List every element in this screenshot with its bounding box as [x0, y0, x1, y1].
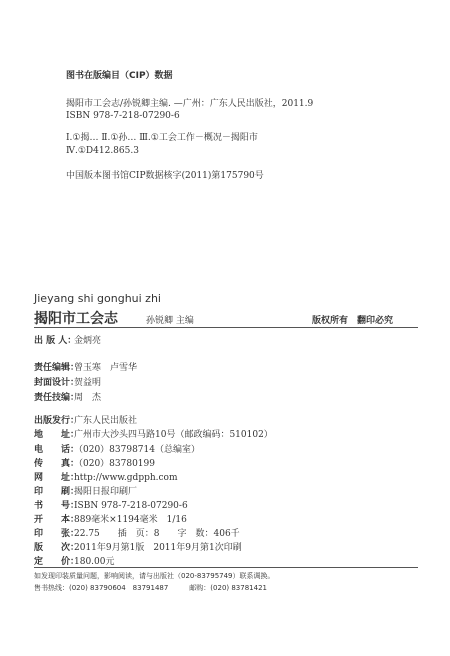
book-editor: 孙锐卿 主编 — [146, 316, 194, 326]
credit-value: 贺益明 — [74, 378, 102, 388]
pub-row — [34, 413, 137, 426]
pub-row — [34, 540, 242, 553]
credit-row — [34, 390, 101, 403]
cip-line-4: Ⅳ.①D412.865.3 — [66, 146, 139, 156]
pub-label: 开 本： — [34, 515, 80, 525]
pub-label: 版 次： — [34, 543, 80, 553]
credit-label: 责任技编： — [34, 393, 80, 403]
pub-row — [34, 470, 178, 483]
pub-label: 定 价： — [34, 557, 80, 567]
book-rights: 版权所有 翻印必究 — [312, 316, 394, 326]
pub-label: 网 址： — [34, 473, 80, 483]
pub-value: 2011年9月第1版 2011年9月第1次印刷 — [74, 543, 242, 553]
pub-value: （020）83798714（总编室） — [74, 445, 200, 455]
pub-label: 印 刷： — [34, 487, 80, 497]
pub-value: （020）83780199 — [74, 459, 155, 469]
book-title: 揭阳市工会志 — [34, 311, 118, 327]
credit-value: 曾玉寒 卢雪华 — [74, 363, 138, 373]
pub-label: 印 张： — [34, 529, 80, 539]
cip-line-2: ISBN 978-7-218-07290-6 — [66, 111, 180, 121]
pub-value: 揭阳日报印刷厂 — [74, 487, 138, 497]
sales-hotline: 售书热线：(020) 83790604 83791487 邮购：(020) 83781421 — [34, 584, 267, 592]
cip-line-3: Ⅰ.①揭… Ⅱ.①孙… Ⅲ.①工会工作－概况－揭阳市 — [66, 133, 258, 143]
book-pinyin: Jieyang shi gonghui zhi — [34, 292, 161, 305]
pub-value: 180.00元 — [74, 557, 115, 567]
pub-label: 出版发行： — [34, 416, 80, 426]
pub-value: http://www.gdpph.com — [74, 473, 178, 483]
cip-header: 图书在版编目（CIP）数据 — [66, 71, 173, 81]
quality-notice: 如发现印装质量问题，影响阅读，请与出版社（020-83795749）联系调换。 — [34, 572, 275, 580]
credit-row — [34, 375, 101, 388]
pub-row — [34, 498, 188, 511]
footer-divider — [34, 567, 418, 568]
credit-row — [34, 333, 101, 346]
pub-label: 书 号： — [34, 501, 80, 511]
cip-core-data: 中国版本图书馆CIP数据核字(2011)第175790号 — [66, 171, 264, 181]
title-divider — [34, 327, 418, 328]
pub-value: ISBN 978-7-218-07290-6 — [74, 501, 188, 511]
pub-row — [34, 554, 115, 567]
pub-label: 地 址： — [34, 430, 80, 440]
pub-row — [34, 427, 273, 440]
pub-row — [34, 456, 155, 469]
pub-value: 889毫米×1194毫米 1/16 — [74, 515, 187, 525]
pub-value: 广东人民出版社 — [74, 416, 138, 426]
credit-label: 责任编辑： — [34, 363, 80, 373]
cip-line-1: 揭阳市工会志/孙锐卿主编. —广州：广东人民出版社，2011.9 — [66, 99, 314, 109]
pub-row — [34, 526, 240, 539]
pub-row — [34, 512, 187, 525]
pub-value: 广州市大沙头四马路10号（邮政编码：510102） — [74, 430, 273, 440]
pub-row — [34, 442, 200, 455]
pub-value: 22.75 插 页：8 字 数：406千 — [74, 529, 240, 539]
credit-label: 出 版 人： — [34, 336, 77, 346]
credit-label: 封面设计： — [34, 378, 80, 388]
credit-value: 金炳亮 — [74, 336, 102, 346]
pub-row — [34, 484, 137, 497]
credit-row — [34, 360, 137, 373]
pub-label: 传 真： — [34, 459, 80, 469]
pub-label: 电 话： — [34, 445, 80, 455]
credit-value: 周 杰 — [74, 393, 102, 403]
